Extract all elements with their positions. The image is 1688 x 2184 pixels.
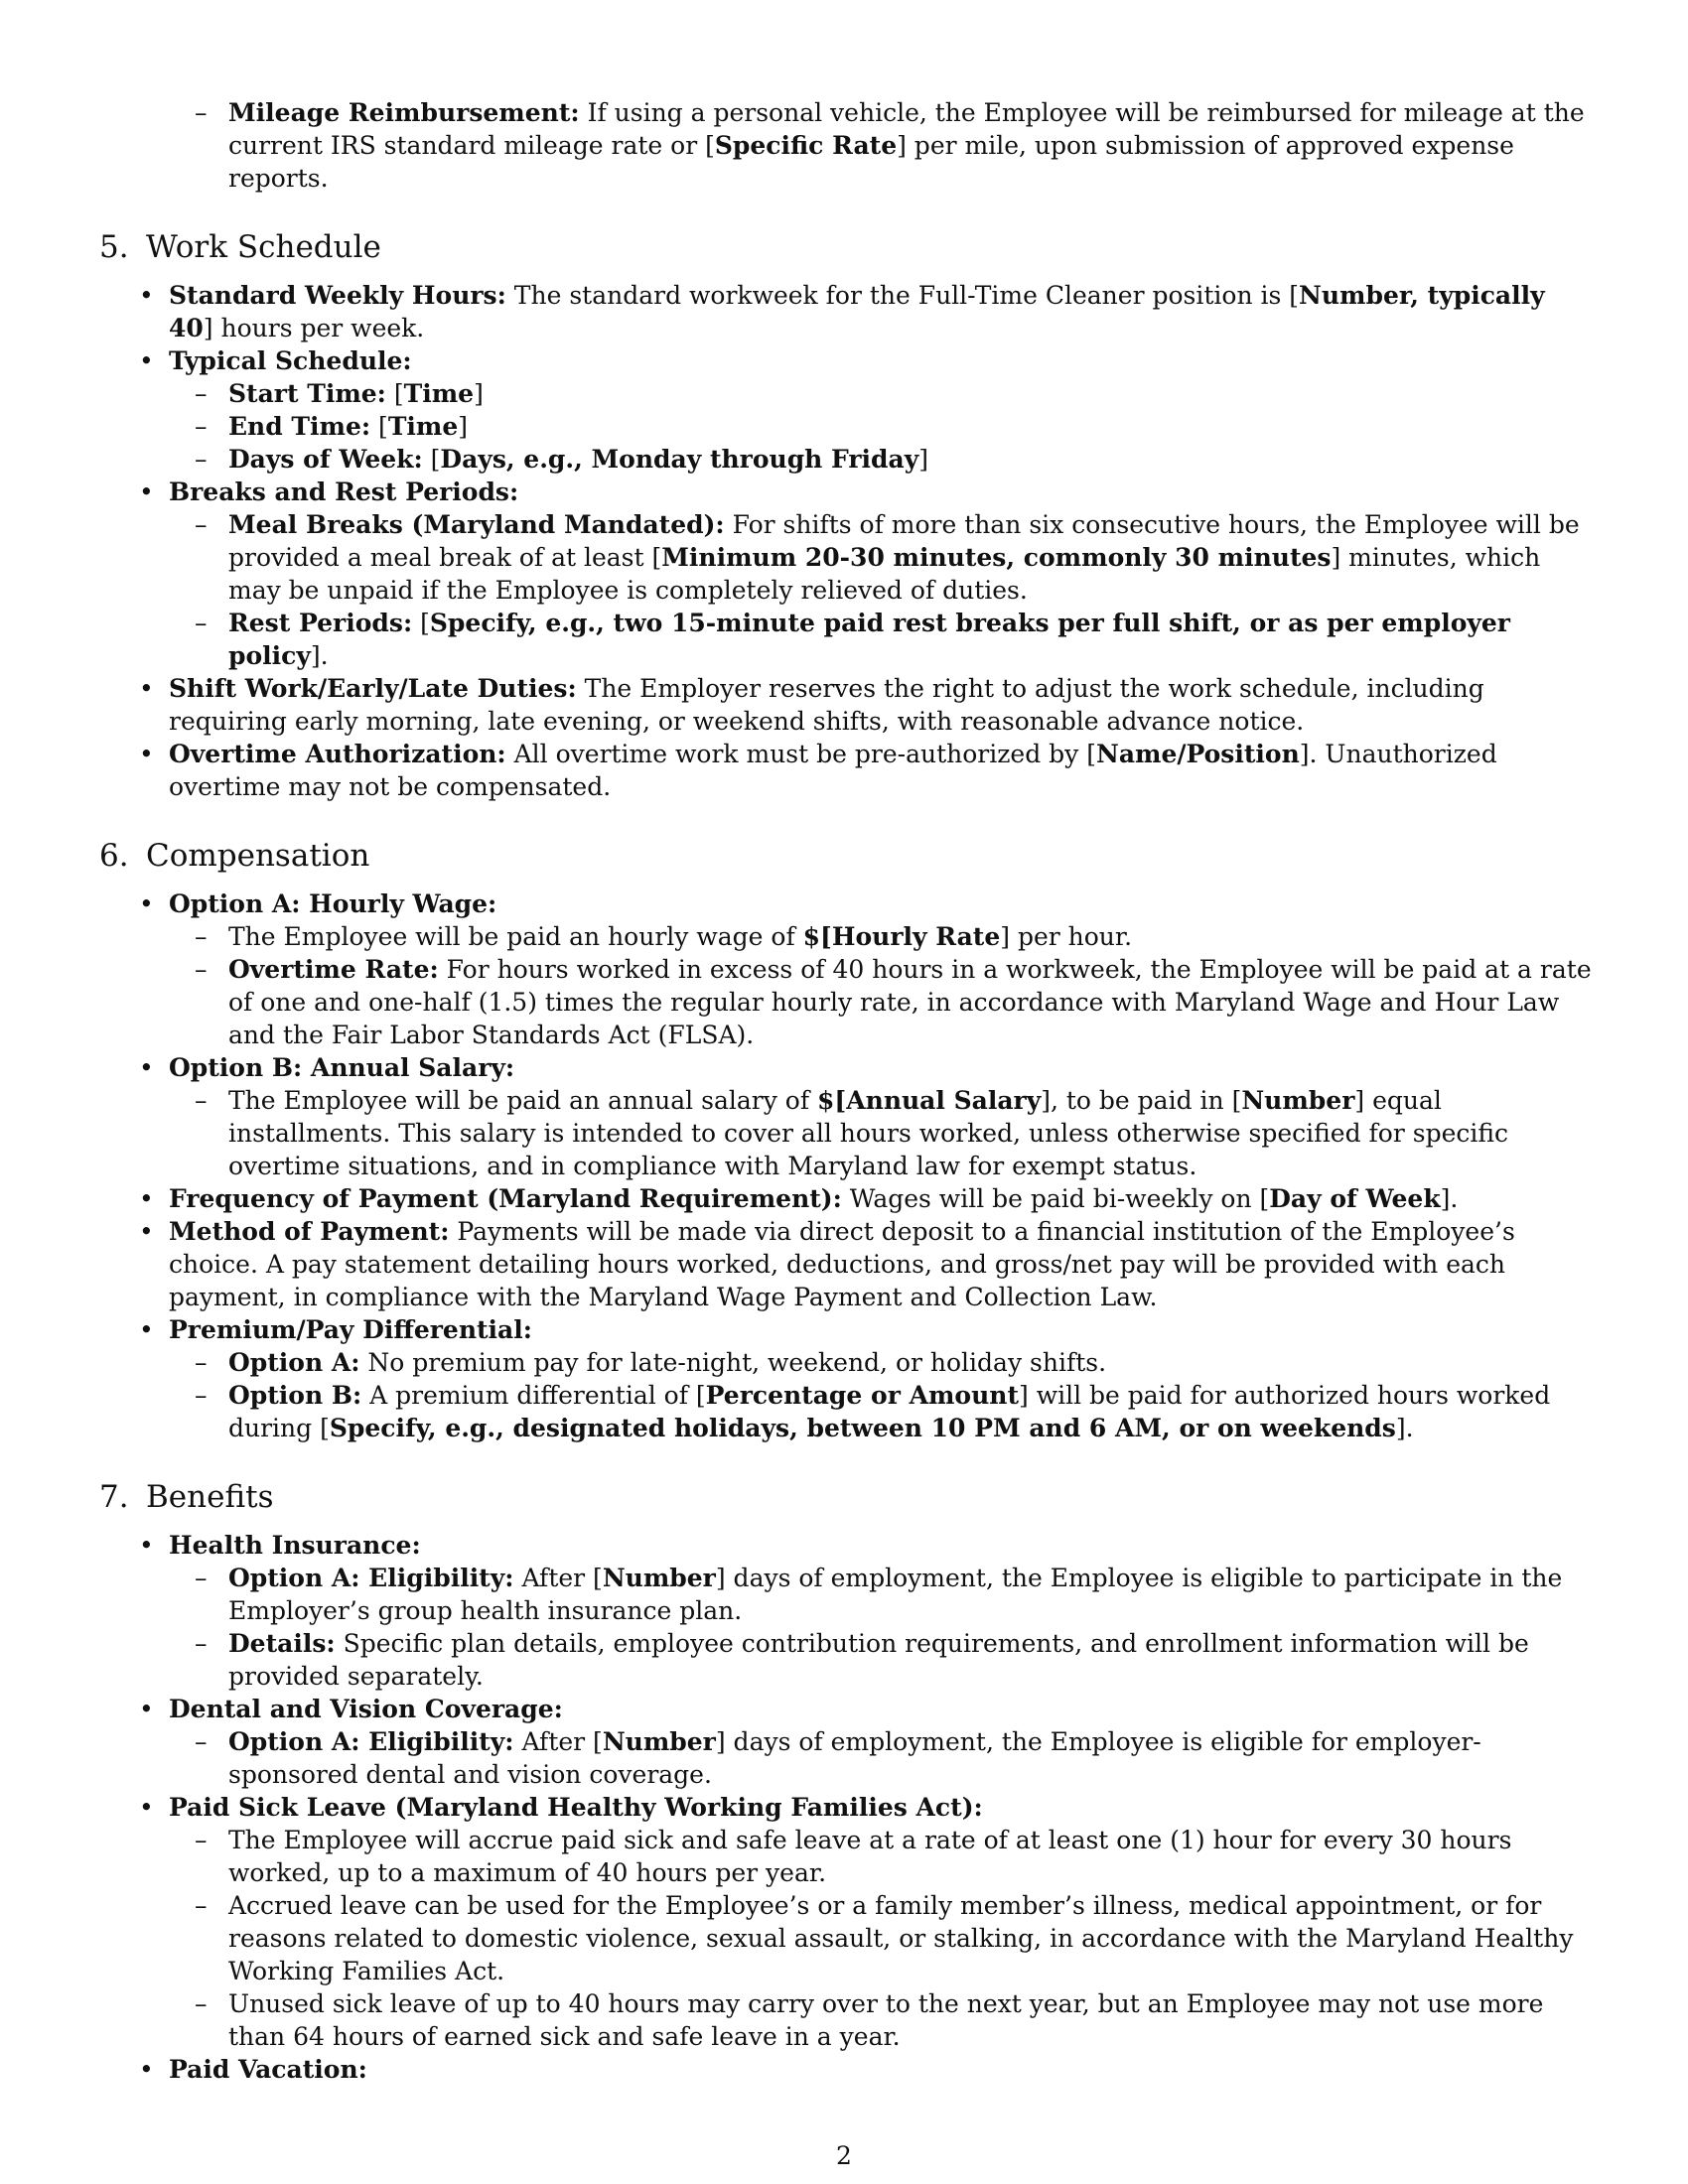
bullet-marker: • (139, 889, 154, 918)
page-content (99, 96, 1593, 2086)
bullet-marker: • (139, 1531, 154, 1560)
list-item-paid-sick-leave: • Paid Sick Leave (Maryland Healthy Working Families Act): (139, 1793, 983, 1822)
list-item-paid-vacation: • Paid Vacation: (139, 2055, 367, 2084)
dash-marker: – (195, 1727, 208, 1756)
item-label: Mileage Reimbursement: (228, 98, 580, 127)
list-item-premium-option-a: – Option A: No premium pay for late-night, weekend, or holiday shifts. (195, 1348, 1107, 1377)
list-item-frequency-of-payment: • Frequency of Payment (Maryland Requirement): Wages will be paid bi-weekly on [Day of Week]. (139, 1184, 1459, 1213)
bullet-marker: • (139, 1184, 154, 1213)
list-item-method-of-payment: • Method of Payment: Payments will be made via direct deposit to a financial institution of the Employee’s choice. A pay statement detailing hours worked, deductions, and gross/net pay will be provided with each payment, in compliance with the Maryland Wage Payment and Collection Law. (139, 1217, 1515, 1311)
section-heading-benefits: 7. Benefits (99, 1479, 274, 1515)
list-item-premium-option-b: – Option B: A premium differential of [Percentage or Amount] will be paid for authorized hours worked during [Specify, e.g., designated holidays, between 10 PM and 6 AM, or on weekends]. (195, 1381, 1551, 1442)
dash-marker: – (195, 1086, 208, 1115)
list-item-start-time: – Start Time: [Time] (195, 379, 484, 408)
bullet-marker: • (139, 740, 154, 768)
dash-marker: – (195, 98, 208, 127)
dash-marker: – (195, 1989, 208, 2018)
bullet-marker: • (139, 1315, 154, 1344)
bullet-marker: • (139, 1793, 154, 1822)
list-item-breaks-and-rest-periods: • Breaks and Rest Periods: (139, 478, 519, 506)
bullet-marker: • (139, 1217, 154, 1246)
list-item-overtime-rate: – Overtime Rate: For hours worked in excess of 40 hours in a workweek, the Employee will be paid at a rate of one and one-half (1.5) times the regular hourly rate, in accordance with Maryland Wage and Hour Law and the Fair Labor Standards Act (FLSA). (195, 955, 1592, 1049)
bullet-marker: • (139, 281, 154, 310)
dash-marker: – (195, 955, 208, 984)
dash-marker: – (195, 1629, 208, 1658)
dash-marker: – (195, 412, 208, 441)
list-item-health-eligibility: – Option A: Eligibility: After [Number] days of employment, the Employee is eligible to participate in the Employer’s group health insurance plan. (195, 1564, 1563, 1625)
list-item-shift-work: • Shift Work/Early/Late Duties: The Employer reserves the right to adjust the work schedule, including requiring early morning, late evening, or weekend shifts, with reasonable advance notice. (139, 674, 1484, 736)
list-item-sick-usage: – Accrued leave can be used for the Employee’s or a family member’s illness, medical appointment, or for reasons related to domestic violence, sexual assault, or stalking, in accordance with the Maryland Healthy Working Families Act. (195, 1891, 1574, 1985)
bullet-marker: • (139, 478, 154, 506)
dash-marker: – (195, 1891, 208, 1920)
list-item-typical-schedule: • Typical Schedule: (139, 346, 412, 375)
list-item-rest-periods: – Rest Periods: [Specify, e.g., two 15-minute paid rest breaks per full shift, or as per employer policy]. (195, 609, 1510, 670)
dash-marker: – (195, 1381, 208, 1410)
dash-marker: – (195, 1826, 208, 1854)
list-item-days-of-week: – Days of Week: [Days, e.g., Monday through Friday] (195, 445, 928, 474)
list-item-hourly-wage: – The Employee will be paid an hourly wage of $[Hourly Rate] per hour. (195, 922, 1133, 951)
section-heading-work-schedule: 5. Work Schedule (99, 229, 381, 265)
dash-marker: – (195, 1348, 208, 1377)
list-item-end-time: – End Time: [Time] (195, 412, 469, 441)
list-item-dental-eligibility: – Option A: Eligibility: After [Number] days of employment, the Employee is eligible for employer-sponsored dental and vision coverage. (195, 1727, 1481, 1789)
list-item-overtime-authorization: • Overtime Authorization: All overtime work must be pre-authorized by [Name/Position]. Unauthorized overtime may not be compensated. (139, 740, 1497, 801)
bullet-marker: • (139, 674, 154, 703)
list-item-annual-salary: – The Employee will be paid an annual salary of $[Annual Salary], to be paid in [Number] equal installments. This salary is intended to cover all hours worked, unless otherwise specified for specific overtime situations, and in compliance with Maryland law for exempt status. (195, 1086, 1509, 1180)
dash-marker: – (195, 609, 208, 637)
list-item-sick-accrual: – The Employee will accrue paid sick and safe leave at a rate of at least one (1) hour for every 30 hours worked, up to a maximum of 40 hours per year. (195, 1826, 1512, 1887)
bullet-marker: • (139, 1053, 154, 1082)
list-item-premium-pay-differential: • Premium/Pay Differential: (139, 1315, 532, 1344)
dash-marker: – (195, 510, 208, 539)
bullet-marker: • (139, 1695, 154, 1723)
list-item-option-b-annual-salary: • Option B: Annual Salary: (139, 1053, 515, 1082)
section-heading-compensation: 6. Compensation (99, 838, 370, 874)
dash-marker: – (195, 445, 208, 474)
dash-marker: – (195, 922, 208, 951)
dash-marker: – (195, 1564, 208, 1592)
list-item-health-details: – Details: Specific plan details, employee contribution requirements, and enrollment information will be provided separately. (195, 1629, 1529, 1691)
list-item-sick-carryover: – Unused sick leave of up to 40 hours may carry over to the next year, but an Employee may not use more than 64 hours of earned sick and safe leave in a year. (195, 1989, 1544, 2051)
list-item-health-insurance: • Health Insurance: (139, 1531, 421, 1560)
bullet-marker: • (139, 346, 154, 375)
page-number: 2 (836, 2141, 852, 2170)
list-item-meal-breaks: – Meal Breaks (Maryland Mandated): For shifts of more than six consecutive hours, the Employee will be provided a meal break of at least [Minimum 20-30 minutes, commonly 30 minutes] minutes, which may be unpaid if the Employee is completely relieved of duties. (195, 510, 1580, 605)
list-item-dental-and-vision: • Dental and Vision Coverage: (139, 1695, 563, 1723)
list-item-standard-weekly-hours: • Standard Weekly Hours: The standard workweek for the Full-Time Cleaner position is [Number, typically 40] hours per week. (139, 281, 1545, 342)
bullet-marker: • (139, 2055, 154, 2084)
dash-marker: – (195, 379, 208, 408)
list-item-mileage-reimbursement: – Mileage Reimbursement: If using a personal vehicle, the Employee will be reimbursed for mileage at the current IRS standard mileage rate or [Specific Rate] per mile, upon submission of approved expense reports. (195, 98, 1585, 193)
list-item-option-a-hourly-wage: • Option A: Hourly Wage: (139, 889, 497, 918)
